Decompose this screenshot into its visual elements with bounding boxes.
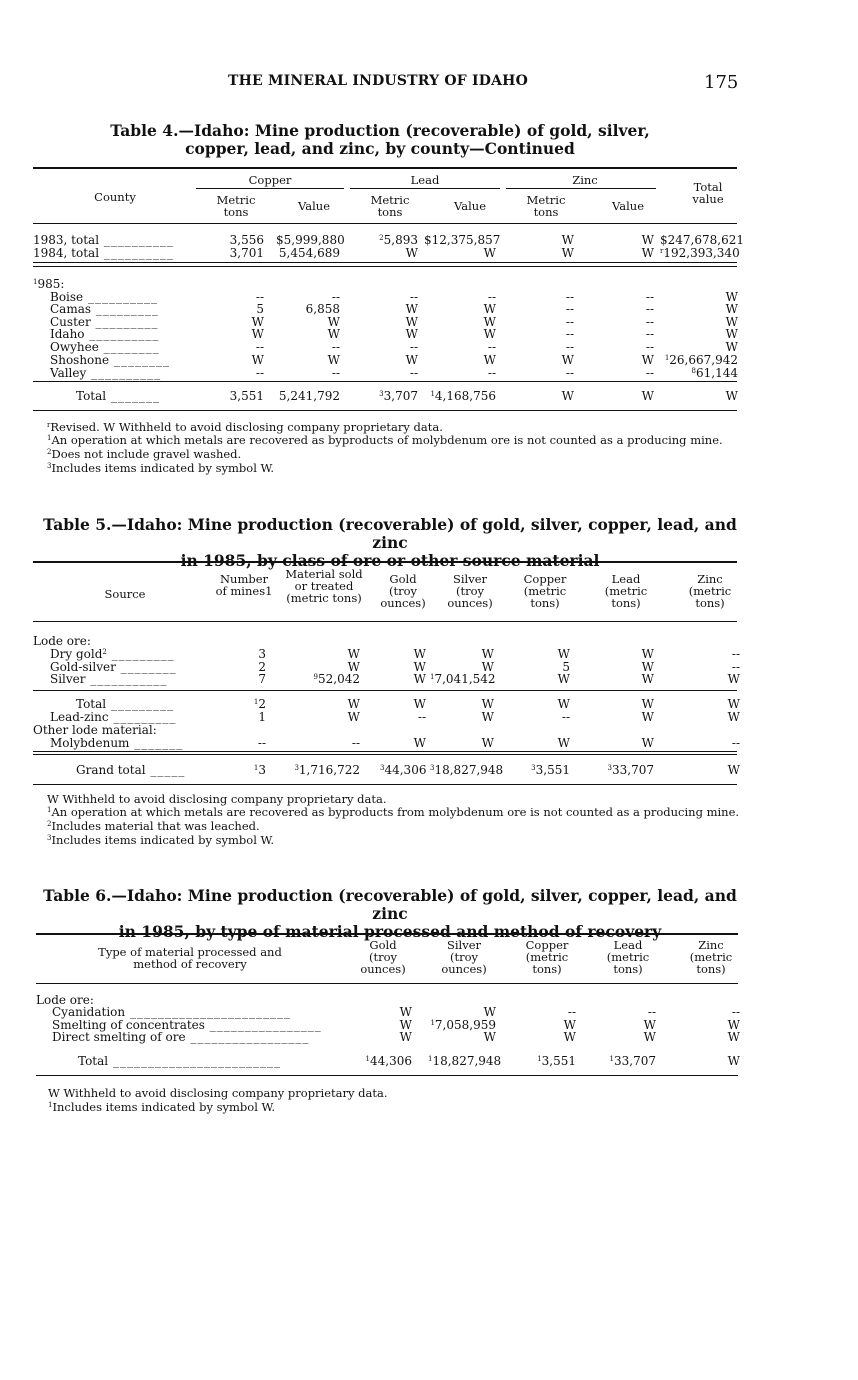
running-head: THE MINERAL INDUSTRY OF IDAHO: [228, 73, 528, 89]
t4-cell-cu_v: --: [331, 366, 340, 380]
t5-cell-zinc: W: [727, 672, 740, 686]
t4-row-label-leader: _______: [106, 389, 160, 403]
t5-cell-material: --: [351, 736, 360, 750]
t5-cell-gold: --: [417, 710, 426, 724]
t4-cell-zn_t: --: [565, 327, 574, 341]
t4-cell-pb_v: W: [483, 327, 496, 341]
t4-cell-cu_v: 5,241,792: [278, 389, 340, 403]
table4-title-line1: Table 4.—Idaho: Mine production (recoverable) of gold, silver,: [110, 121, 650, 140]
t4-cell-zn_t: W: [561, 246, 574, 260]
t4-cell-total: W: [725, 327, 738, 341]
t5-cell-lead: W: [641, 710, 654, 724]
t4-header-lead: Lead: [410, 173, 440, 187]
t5-row-label: [50, 673, 167, 686]
t4-cell-total: W: [725, 290, 738, 304]
t4-cell-total: $^r$192,393,340: [660, 246, 740, 260]
t4-cell-pb_t: W: [405, 315, 418, 329]
t5-row-label-leader: _____: [145, 763, 186, 777]
t5-cell-silver: W: [481, 697, 494, 711]
t4-cell-pb_t: W: [405, 353, 418, 367]
t4-row-label-leader: __________: [99, 246, 174, 260]
t4-footnote: $^r$Revised. W Withheld to avoid disclosing company proprietary data.: [47, 420, 443, 434]
t4-cell-pb_v: --: [487, 290, 496, 304]
t5-lode-label: Lode ore:: [33, 634, 91, 648]
t4-row-label-text: 1983, total: [33, 233, 100, 247]
t4-cell-pb_t: --: [409, 340, 418, 354]
t4-cell-pb_v: W: [483, 353, 496, 367]
t4-cell-pb_v: W: [483, 302, 496, 316]
t4-row-label-text: Total: [76, 389, 107, 403]
t5-row-label-text: Dry gold$^2$: [50, 647, 107, 661]
t4-cell-pb_v: W: [483, 315, 496, 329]
t5-header-source: Source: [104, 587, 146, 601]
t6-cell-copper: --: [567, 1005, 576, 1019]
t4-cell-cu_v: 5,454,689: [278, 246, 340, 260]
t4-cell-cu_t: --: [255, 366, 264, 380]
t5-footnote: W Withheld to avoid disclosing company proprietary data.: [47, 792, 387, 806]
t5-header-rule: [33, 621, 737, 622]
t6-row-label-leader: ________________________: [108, 1054, 281, 1068]
table4-title: [60, 122, 700, 158]
t4-cell-pb_t: --: [409, 290, 418, 304]
t5-cell-mines: --: [257, 736, 266, 750]
t4-cell-total: $^8$61,144: [691, 366, 738, 380]
t5-cell-gold: W: [413, 697, 426, 711]
t4-header-total-value: Total value: [692, 180, 724, 206]
t6-cell-silver: W: [483, 1030, 496, 1044]
t5-cell-material: $^9$52,042: [313, 672, 360, 686]
t6-header-lead: Lead (metric tons): [606, 938, 650, 976]
t6-cell-zinc: W: [727, 1054, 740, 1068]
t6-row-label-leader: _______________________: [125, 1005, 291, 1019]
t5-row-label-leader: ________: [115, 660, 177, 674]
t6-header-copper: Copper (metric tons): [525, 938, 569, 976]
t4-cell-zn_t: --: [565, 290, 574, 304]
t4-cell-zn_v: W: [641, 246, 654, 260]
t6-row-label-text: Direct smelting of ore: [52, 1030, 186, 1044]
t4-cell-pb_t: --: [409, 366, 418, 380]
t4-cell-cu_t: W: [251, 353, 264, 367]
t5-cell-copper: W: [557, 736, 570, 750]
t5-cell-lead: W: [641, 660, 654, 674]
t4-footnote: $^1$An operation at which metals are recovered as byproducts of molybdenum ore is not counted as a producing mine.: [47, 433, 723, 447]
t5-rule-b: [33, 754, 737, 755]
t6-row-label-leader: ________________: [204, 1018, 322, 1032]
t4-header-zn-tons: Metric tons: [526, 193, 566, 219]
t5-row-label-leader: ___________: [85, 672, 168, 686]
t5-cell-lead: W: [641, 736, 654, 750]
t4-cell-pb_t: W: [405, 302, 418, 316]
t4-row-label-text: Owyhee: [50, 340, 99, 354]
t4-cell-cu_v: W: [327, 315, 340, 329]
t6-cell-copper: W: [563, 1030, 576, 1044]
t5-row-label-text: Gold-silver: [50, 660, 116, 674]
t6-cell-zinc: W: [727, 1018, 740, 1032]
t4-header-copper: Copper: [248, 173, 292, 187]
t5-cell-copper: W: [557, 672, 570, 686]
t4-row-label-text: Shoshone: [50, 353, 110, 367]
t4-cell-cu_t: 3,551: [229, 389, 264, 403]
t5-cell-zinc: W: [727, 763, 740, 777]
table5-title-line1: Table 5.—Idaho: Mine production (recoverable) of gold, silver, copper, lead, and zinc: [43, 515, 737, 552]
t5-header-silver: Silver (troy ounces): [447, 572, 493, 610]
t4-row-label: [50, 367, 161, 380]
t5-row-label-text: Molybdenum: [50, 736, 130, 750]
t5-cell-zinc: --: [731, 660, 740, 674]
table4-title-line2: copper, lead, and zinc, by county—Continued: [185, 139, 575, 158]
t4-cell-pb_t: W: [405, 246, 418, 260]
t6-row-label-text: Total: [78, 1054, 109, 1068]
t6-row-label-leader: _________________: [185, 1030, 310, 1044]
t4-cell-zn_v: W: [641, 353, 654, 367]
t6-header-rule: [36, 983, 738, 984]
t4-cell-pb_t: $^3$3,707: [379, 389, 418, 403]
t5-header-gold: Gold (troy ounces): [380, 572, 426, 610]
t5-cell-material: W: [347, 710, 360, 724]
t6-cell-zinc: --: [731, 1005, 740, 1019]
t4-zinc-span-rule: [506, 188, 656, 189]
t4-row-label-leader: ________: [109, 353, 170, 367]
t4-cell-zn_t: --: [565, 315, 574, 329]
t6-cell-lead: W: [643, 1018, 656, 1032]
table5-top-rule: [33, 561, 737, 563]
t5-cell-copper: --: [561, 710, 570, 724]
t4-cell-cu_t: 3,701: [229, 246, 264, 260]
t4-cell-cu_v: --: [331, 340, 340, 354]
t5-cell-silver: W: [481, 736, 494, 750]
t5-cell-material: $^3$1,716,722: [294, 763, 360, 777]
t5-row-label-leader: _______: [129, 736, 184, 750]
t4-header-zn-value: Value: [612, 199, 644, 213]
t4-cell-zn_v: --: [645, 302, 654, 316]
t5-header-copper: Copper (metric tons): [523, 572, 567, 610]
t5-cell-silver: W: [481, 710, 494, 724]
t4-row-label-leader: __________: [99, 233, 174, 247]
t4-copper-span-rule: [196, 188, 344, 189]
t6-cell-gold: W: [399, 1018, 412, 1032]
t4-row-label-leader: __________: [84, 327, 160, 341]
t5-cell-silver: $^3$18,827,948: [430, 763, 504, 777]
t4-header-cu-value: Value: [298, 199, 330, 213]
table6-top-rule: [36, 933, 738, 935]
t5-bottom-rule: [33, 784, 737, 785]
t4-rule-a: [33, 262, 737, 263]
t4-cell-zn_v: --: [645, 340, 654, 354]
t6-row-label: [78, 1055, 281, 1068]
t5-row-label-text: Total: [76, 697, 107, 711]
t5-subtotal-rule: [33, 690, 737, 691]
t4-cell-cu_t: --: [255, 340, 264, 354]
t5-cell-mines: $^1$3: [253, 763, 266, 777]
t4-cell-cu_t: 3,556: [229, 233, 264, 247]
t6-row-label-text: Cyanidation: [52, 1005, 126, 1019]
t4-cell-zn_t: W: [561, 353, 574, 367]
t5-row-label-leader: _________: [106, 647, 175, 661]
t4-cell-total: W: [725, 389, 738, 403]
t4-cell-zn_v: W: [641, 233, 654, 247]
t6-row-label: [52, 1031, 309, 1044]
t4-row-label-text: 1984, total: [33, 246, 100, 260]
t6-bottom-rule: [36, 1075, 738, 1076]
t5-cell-copper: W: [557, 697, 570, 711]
table6-title-line1: Table 6.—Idaho: Mine production (recoverable) of gold, silver, copper, lead, and zinc: [43, 886, 737, 923]
t5-cell-material: W: [347, 647, 360, 661]
t4-row-label-text: Custer: [50, 315, 91, 329]
t5-cell-gold: $^3$44,306: [380, 763, 427, 777]
t5-cell-zinc: --: [731, 736, 740, 750]
t4-cell-zn_t: --: [565, 340, 574, 354]
t5-cell-silver: $^1$7,041,542: [430, 672, 496, 686]
t4-row-label-text: Idaho: [50, 327, 85, 341]
t5-cell-zinc: W: [727, 697, 740, 711]
t5-cell-mines: 1: [258, 710, 266, 724]
t6-header-zinc: Zinc (metric tons): [689, 938, 733, 976]
t4-cell-total: $^1$26,667,942: [664, 353, 738, 367]
t5-cell-zinc: W: [727, 710, 740, 724]
t4-cell-cu_v: W: [327, 353, 340, 367]
t5-cell-mines: 3: [258, 647, 266, 661]
t4-header-zinc: Zinc: [572, 173, 598, 187]
t6-cell-lead: $^1$33,707: [609, 1054, 656, 1068]
t5-header-zinc: Zinc (metric tons): [688, 572, 732, 610]
t6-cell-copper: W: [563, 1018, 576, 1032]
t4-cell-cu_t: W: [251, 315, 264, 329]
t4-cell-zn_v: W: [641, 389, 654, 403]
t5-row-label-text: Silver: [50, 672, 86, 686]
t6-cell-zinc: W: [727, 1030, 740, 1044]
t4-cell-cu_v: $5,999,880: [276, 233, 345, 247]
t5-cell-gold: W: [413, 736, 426, 750]
t6-cell-gold: W: [399, 1030, 412, 1044]
t4-total-rule: [33, 381, 737, 382]
t6-footnote: $^1$Includes items indicated by symbol W.: [48, 1100, 276, 1114]
t5-cell-silver: W: [481, 647, 494, 661]
t4-year-label: $^1$985:: [33, 277, 65, 291]
t4-cell-cu_v: --: [331, 290, 340, 304]
t5-cell-gold: W: [413, 660, 426, 674]
t6-cell-gold: W: [399, 1005, 412, 1019]
t5-row-label-leader: _________: [108, 710, 177, 724]
t5-rule-a: [33, 751, 737, 752]
t4-row-label-leader: _________: [90, 315, 159, 329]
t4-cell-cu_t: W: [251, 327, 264, 341]
t4-row-label-leader: ________: [98, 340, 160, 354]
t5-other-label: Other lode material:: [33, 723, 157, 737]
t4-rule-b: [33, 266, 737, 267]
table5-title-line2: in 1985, by class of ore or other source material: [180, 551, 600, 570]
table6-title-line2: in 1985, by type of material processed and method of recovery: [118, 922, 662, 941]
t4-cell-zn_v: --: [645, 366, 654, 380]
t6-lode-label: Lode ore:: [36, 993, 94, 1007]
t4-row-label-leader: _________: [91, 302, 159, 316]
t6-header-silver: Silver (troy ounces): [441, 938, 487, 976]
t4-cell-zn_t: W: [561, 233, 574, 247]
t6-row-label-text: Smelting of concentrates: [52, 1018, 205, 1032]
t5-cell-copper: W: [557, 647, 570, 661]
t6-header-type: Type of material processed and method of recovery: [98, 945, 282, 971]
t5-cell-material: W: [347, 697, 360, 711]
t5-cell-lead: W: [641, 672, 654, 686]
t4-cell-cu_t: --: [255, 290, 264, 304]
t6-cell-copper: $^1$3,551: [537, 1054, 576, 1068]
t4-cell-total: W: [725, 302, 738, 316]
t4-bottom-rule: [33, 410, 737, 411]
t4-cell-zn_v: --: [645, 290, 654, 304]
t4-header-cu-tons: Metric tons: [216, 193, 256, 219]
t5-footnote: $^3$Includes items indicated by symbol W.: [47, 833, 275, 847]
t4-cell-zn_t: --: [565, 366, 574, 380]
t4-cell-zn_t: W: [561, 389, 574, 403]
t4-cell-pb_t: $^2$5,893: [379, 233, 418, 247]
t5-cell-zinc: --: [731, 647, 740, 661]
t4-footnote: $^2$Does not include gravel washed.: [47, 447, 242, 461]
t5-row-label: [50, 737, 183, 750]
t5-cell-gold: W: [413, 647, 426, 661]
t6-header-gold: Gold (troy ounces): [360, 938, 406, 976]
t5-cell-material: W: [347, 660, 360, 674]
t5-cell-lead: W: [641, 647, 654, 661]
t4-cell-pb_v: $^1$4,168,756: [430, 389, 496, 403]
t5-cell-copper: 5: [562, 660, 570, 674]
t5-cell-copper: $^3$3,551: [531, 763, 570, 777]
t4-cell-cu_t: 5: [256, 302, 264, 316]
t5-footnote: $^1$An operation at which metals are recovered as byproducts from molybdenum ore is not counted as a producing mine.: [47, 805, 740, 819]
t5-cell-gold: W: [413, 672, 426, 686]
t6-cell-lead: --: [647, 1005, 656, 1019]
t4-row-label-leader: __________: [86, 366, 162, 380]
t4-row-label-text: Valley: [50, 366, 87, 380]
t6-cell-silver: W: [483, 1005, 496, 1019]
t4-row-label-text: Camas: [50, 302, 92, 316]
t6-cell-lead: W: [643, 1030, 656, 1044]
t4-cell-zn_v: --: [645, 327, 654, 341]
t5-cell-mines: 2: [258, 660, 266, 674]
t4-header-rule: [33, 223, 737, 224]
t4-lead-span-rule: [350, 188, 500, 189]
t5-header-lead: Lead (metric tons): [604, 572, 648, 610]
t4-cell-pb_t: W: [405, 327, 418, 341]
t6-footnote: W Withheld to avoid disclosing company proprietary data.: [48, 1086, 388, 1100]
t5-cell-mines: 7: [258, 672, 266, 686]
t4-cell-zn_t: --: [565, 302, 574, 316]
t5-header-material: Material sold or treated (metric tons): [285, 567, 363, 605]
t5-cell-mines: $^1$2: [253, 697, 266, 711]
t4-cell-total: $247,678,621: [660, 233, 744, 247]
t4-footnote: $^3$Includes items indicated by symbol W.: [47, 461, 275, 475]
t6-cell-silver: $^1$7,058,959: [430, 1018, 496, 1032]
t4-cell-cu_v: 6,858: [305, 302, 340, 316]
t5-cell-lead: W: [641, 697, 654, 711]
t4-cell-pb_v: $12,375,857: [424, 233, 501, 247]
t4-row-label: [76, 390, 160, 403]
t4-cell-pb_v: --: [487, 340, 496, 354]
t4-cell-total: W: [725, 340, 738, 354]
t4-row-label-leader: __________: [83, 290, 158, 304]
t6-cell-silver: $^1$18,827,948: [428, 1054, 502, 1068]
t4-cell-cu_v: W: [327, 327, 340, 341]
t4-row-label: [33, 247, 174, 260]
t4-header-pb-tons: Metric tons: [370, 193, 410, 219]
t4-header-county: County: [94, 190, 136, 204]
table4-top-rule: [33, 167, 737, 169]
t5-row-label-text: Grand total: [76, 763, 146, 777]
t4-row-label-text: Boise: [50, 290, 84, 304]
t5-footnote: $^2$Includes material that was leached.: [47, 819, 260, 833]
t6-cell-gold: $^1$44,306: [365, 1054, 412, 1068]
t5-cell-silver: W: [481, 660, 494, 674]
t5-row-label-text: Lead-zinc: [50, 710, 109, 724]
t4-cell-pb_v: W: [483, 246, 496, 260]
t4-cell-zn_v: --: [645, 315, 654, 329]
t4-cell-total: W: [725, 315, 738, 329]
page-number: 175: [704, 72, 739, 93]
t5-row-label: [76, 764, 185, 777]
t4-cell-pb_v: --: [487, 366, 496, 380]
t4-header-pb-value: Value: [454, 199, 486, 213]
t5-cell-lead: $^3$33,707: [607, 763, 654, 777]
t5-header-mines: Number of mines1: [215, 572, 273, 598]
t5-row-label-leader: _________: [106, 697, 174, 711]
